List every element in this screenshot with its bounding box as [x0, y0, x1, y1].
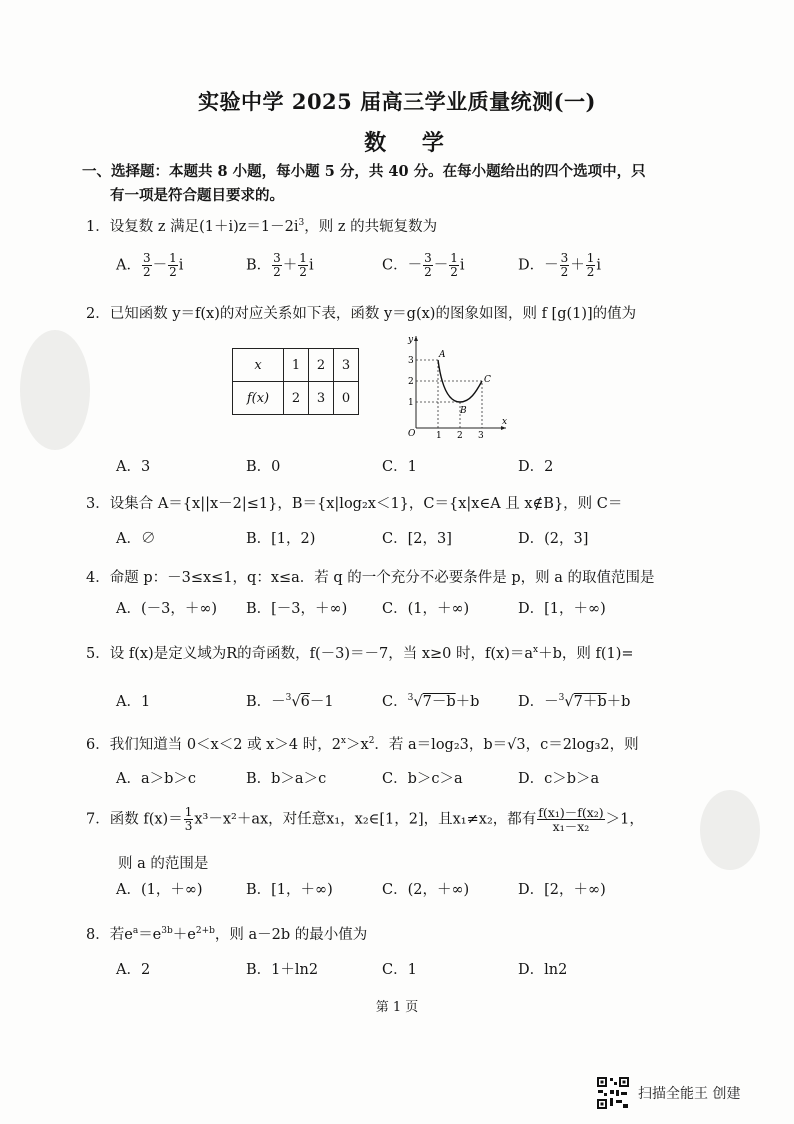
point-b-label: B: [460, 406, 467, 416]
section-heading: 一、选择题：本题共 8 小题，每小题 5 分，共 40 分。在每小题给出的四个选项中，只: [82, 163, 646, 180]
q1-option-b[interactable]: B． $\frac{3}{2}$ ＋ $\frac{1}{2}$ i: [246, 251, 314, 279]
q4-option-b[interactable]: B．[－3，＋∞): [246, 601, 348, 617]
table-cell: 1: [284, 349, 309, 382]
x-tick: 1: [436, 431, 442, 440]
q4-option-c[interactable]: C．(1，＋∞): [382, 601, 470, 617]
q6-option-a[interactable]: A．a＞b＞c: [116, 771, 197, 787]
table-cell: 2: [309, 349, 334, 382]
exam-title: 实验中学 2025 届高三学业质量统测(一): [198, 89, 596, 114]
q3-option-d[interactable]: D．(2，3]: [518, 531, 589, 547]
function-table: [232, 348, 359, 415]
question-8-stem: 8．若$e^a=e^{3b}+e^{2+b}$，则 a－2b 的最小值为: [86, 926, 368, 943]
q5-option-c[interactable]: C．$^3$√7－b＋b: [382, 693, 480, 710]
section-heading-cont: 有一项是符合题目要求的。: [110, 187, 284, 204]
q3-option-c[interactable]: C．[2，3]: [382, 531, 452, 547]
q5-option-d[interactable]: D．－$^3$√7＋b＋b: [518, 693, 631, 710]
q1-option-d[interactable]: D．－ $\frac{3}{2}$ ＋ $\frac{1}{2}$ i: [518, 251, 602, 279]
table-cell: 0: [334, 382, 359, 415]
point-a-label: A: [439, 350, 446, 360]
table-cell: 3: [309, 382, 334, 415]
table-cell: 2: [284, 382, 309, 415]
x-axis-label: x: [502, 417, 508, 427]
scan-smudge: [20, 330, 90, 450]
page-number: 第 1 页: [375, 1000, 419, 1015]
q5-option-a[interactable]: A．1: [116, 694, 151, 710]
watermark-text: 扫描全能王 创建: [638, 1086, 741, 1102]
table-cell: f(x): [233, 382, 284, 415]
q2-option-d[interactable]: D．2: [518, 459, 554, 475]
y-axis-label: y: [408, 335, 414, 345]
q3-option-b[interactable]: B．[1，2): [246, 531, 316, 547]
question-7-stem: 7．函数 f(x)＝ $\frac{1}{3}$ x³－x²＋ax，对任意x₁，x₂∈[1，2]，且x₁≠x₂，都有 $\frac{\text{f(x₁)－f(x₂)}}{\text{x₁－x₂}}$ ＞1，: [86, 805, 644, 834]
q4-option-d[interactable]: D．[1，＋∞): [518, 601, 606, 617]
function-graph: [402, 330, 512, 440]
question-6-stem: 6．我们知道当 0＜x＜2 或 x＞4 时，$2^x>x^2$．若 a＝log₂3，b＝√3，c＝2log₃2，则: [86, 736, 639, 753]
q6-option-b[interactable]: B．b＞a＞c: [246, 771, 327, 787]
q6-option-d[interactable]: D．c＞b＞a: [518, 771, 600, 787]
q1-option-a[interactable]: A． $\frac{3}{2}$ － $\frac{1}{2}$ i: [116, 251, 184, 279]
scanner-watermark: [596, 1076, 740, 1110]
q8-option-a[interactable]: A．2: [116, 962, 151, 978]
q2-option-c[interactable]: C．1: [382, 459, 417, 475]
q7-option-a[interactable]: A．(1，＋∞): [116, 882, 203, 898]
question-5-stem: 5．设 f(x)是定义域为R的奇函数，f(－3)＝－7，当 x≥0 时，$f(x)=a^x+b$，则 f(1)=: [86, 645, 634, 662]
question-7-stem-cont: 则 a 的范围是: [118, 856, 209, 872]
q4-option-a[interactable]: A．(－3，＋∞): [116, 601, 218, 617]
q5-option-b[interactable]: B．－$^3$√6－1: [246, 693, 334, 710]
table-cell: 3: [334, 349, 359, 382]
q8-option-c[interactable]: C．1: [382, 962, 417, 978]
q7-option-c[interactable]: C．(2，＋∞): [382, 882, 470, 898]
question-1-stem: 1．设复数 z 满足$(1+i)z=1-2i^3$，则 z 的共轭复数为: [86, 218, 438, 235]
question-2-stem: 2．已知函数 y＝f(x)的对应关系如下表，函数 y＝g(x)的图象如图，则 f [g(1)]的值为: [86, 306, 637, 322]
q1-option-c[interactable]: C．－ $\frac{3}{2}$ － $\frac{1}{2}$ i: [382, 251, 465, 279]
point-c-label: C: [484, 375, 491, 385]
qr-code-icon: [596, 1076, 630, 1110]
q8-option-b[interactable]: B．1＋ln2: [246, 962, 319, 978]
subject-title: 数 学: [364, 130, 458, 156]
table-row: [233, 382, 359, 415]
q2-option-a[interactable]: A．3: [116, 459, 151, 475]
table-row: [233, 349, 359, 382]
x-tick: 3: [478, 431, 484, 440]
y-tick: 2: [408, 377, 414, 387]
q7-option-d[interactable]: D．[2，＋∞): [518, 882, 606, 898]
q3-option-a[interactable]: A．∅: [116, 531, 156, 547]
q6-option-c[interactable]: C．b＞c＞a: [382, 771, 463, 787]
q8-option-d[interactable]: D．ln2: [518, 962, 568, 978]
question-4-stem: 4．命题 p：－3≤x≤1，q：x≤a．若 q 的一个充分不必要条件是 p，则 a 的取值范围是: [86, 570, 655, 586]
question-3-stem: 3．设集合 A＝{x||x－2|≤1}，B＝{x|log₂x＜1}，C＝{x|x∈A 且 x∉B}，则 C＝: [86, 496, 623, 512]
y-tick: 1: [408, 398, 414, 408]
y-tick: 3: [408, 356, 414, 366]
table-cell: x: [233, 349, 284, 382]
q7-option-b[interactable]: B．[1，＋∞): [246, 882, 333, 898]
scan-smudge: [700, 790, 760, 870]
origin-label: O: [408, 429, 416, 439]
q2-option-b[interactable]: B．0: [246, 459, 281, 475]
x-tick: 2: [457, 431, 463, 440]
